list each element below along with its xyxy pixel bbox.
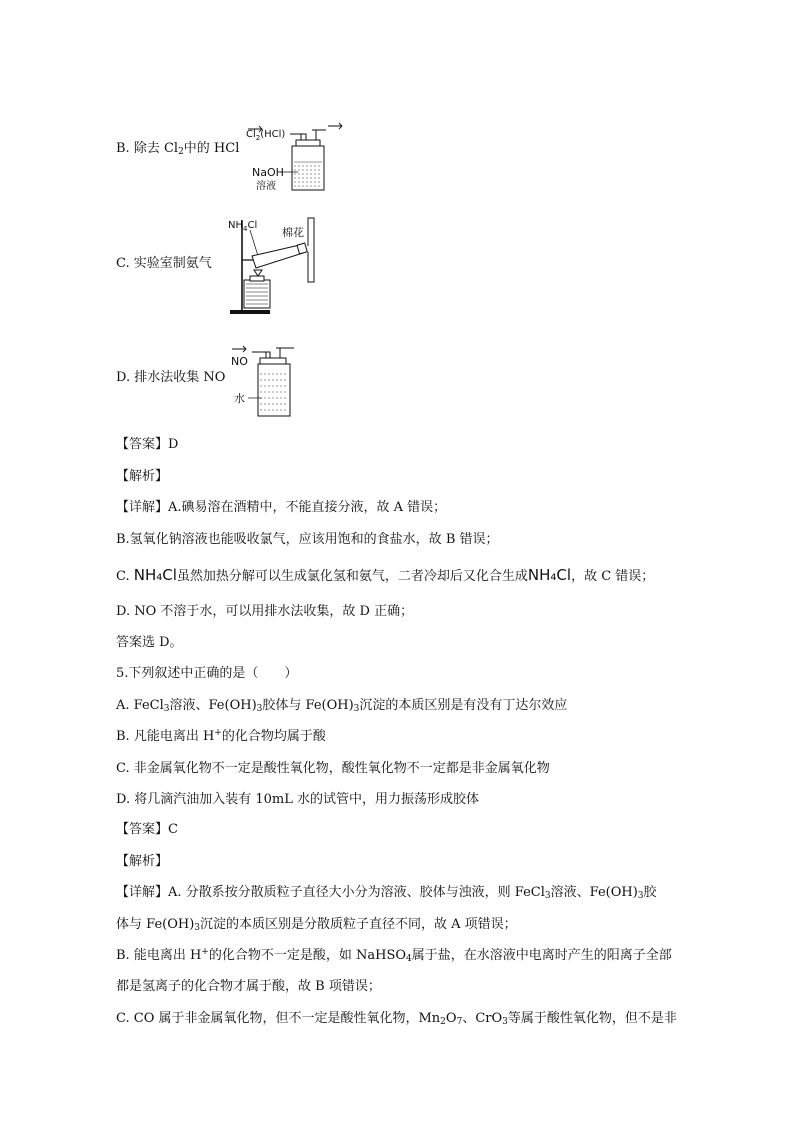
figure-c-reagent: $NH_4Cl$ [228, 220, 258, 233]
q5-option-c: C. 非金属氧化物不一定是酸性氧化物，酸性氧化物不一定都是非金属氧化物 [116, 761, 550, 776]
formula-nh4cl: NH₄Cl [133, 566, 177, 584]
q5-detail-a-line1: 【详解】A. 分散系按分散质粒子直径大小分为溶液、胶体与浊液，则 FeCl$_3$溶液、$Fe(OH)_3$胶 [116, 885, 657, 901]
q5-option-b: B. 凡能电离出 H+的化合物均属于酸 [116, 728, 326, 744]
q4-detail-d: D. NO 不溶于水，可以用排水法收集，故 D 正确； [116, 604, 414, 619]
figure-b-gas-label: $Cl_2(HCl)$ [246, 129, 286, 142]
figure-b-reagent-2: 溶液 [256, 181, 276, 192]
q4-conclusion: 答案选 D。 [116, 635, 183, 650]
q5-option-d: D. 将几滴汽油加入装有 10mL 水的试管中，用力振荡形成胶体 [116, 792, 479, 807]
option-c: C. 实验室制氨气 [116, 256, 212, 271]
option-b: B. 除去 $Cl_2$中的 HCl [116, 141, 240, 157]
q4-analysis-heading: 【解析】 [116, 469, 169, 484]
figure-c-plug-label: 棉花 [282, 226, 304, 239]
q5-detail-c-line1: C. CO 属于非金属氧化物，但不一定是酸性氧化物，$Mn_2O_7$、CrO$_3$等属于酸性氧化物，但不是非 [116, 1011, 677, 1027]
q5-analysis-heading: 【解析】 [116, 854, 169, 869]
q4-detail-a: 【详解】A.碘易溶在酒精中，不能直接分液，故 A 错误； [116, 500, 447, 515]
gas-washing-bottle-figure [246, 120, 356, 192]
q5-detail-b-line2: 都是氢离子的化合物才属于酸，故 B 项错误； [116, 979, 381, 994]
figure-d-gas-label: NO [231, 355, 248, 368]
option-d: D. 排水法收集 NO [116, 370, 226, 385]
q4-detail-b: B.氢氧化钠溶液也能吸收氯气，应该用饱和的食盐水，故 B 错误； [116, 532, 499, 547]
q4-answer: 【答案】D [116, 437, 179, 452]
water-displacement-figure [228, 344, 304, 418]
ammonia-preparation-figure [228, 212, 332, 316]
q4-detail-c: C. NH₄Cl虽然加热分解可以生成氯化氢和氨气，二者冷却后又化合生成NH₄Cl，故 C 错误； [116, 566, 655, 584]
formula-nh4cl: NH₄Cl [527, 566, 572, 584]
q5-detail-a-line2: 体与 $Fe(OH)_3$沉淀的本质区别是分散质粒子直径不同，故 A 项错误； [116, 917, 517, 933]
q5-stem: 5.下列叙述中正确的是（ ） [116, 666, 298, 681]
figure-b-reagent-1: NaOH [252, 166, 284, 179]
q5-detail-b-line1: B. 能电离出 H+的化合物不一定是酸，如 NaHSO$_4$属于盐，在水溶液中电离时产生的阳离子全部 [116, 947, 672, 964]
q5-answer: 【答案】C [116, 822, 178, 837]
q5-option-a: A. FeCl$_3$溶液、$Fe(OH)_3$胶体与 $Fe(OH)_3$沉淀的本质区别是有没有丁达尔效应 [116, 698, 568, 714]
figure-d-liquid-label: 水 [234, 392, 245, 405]
